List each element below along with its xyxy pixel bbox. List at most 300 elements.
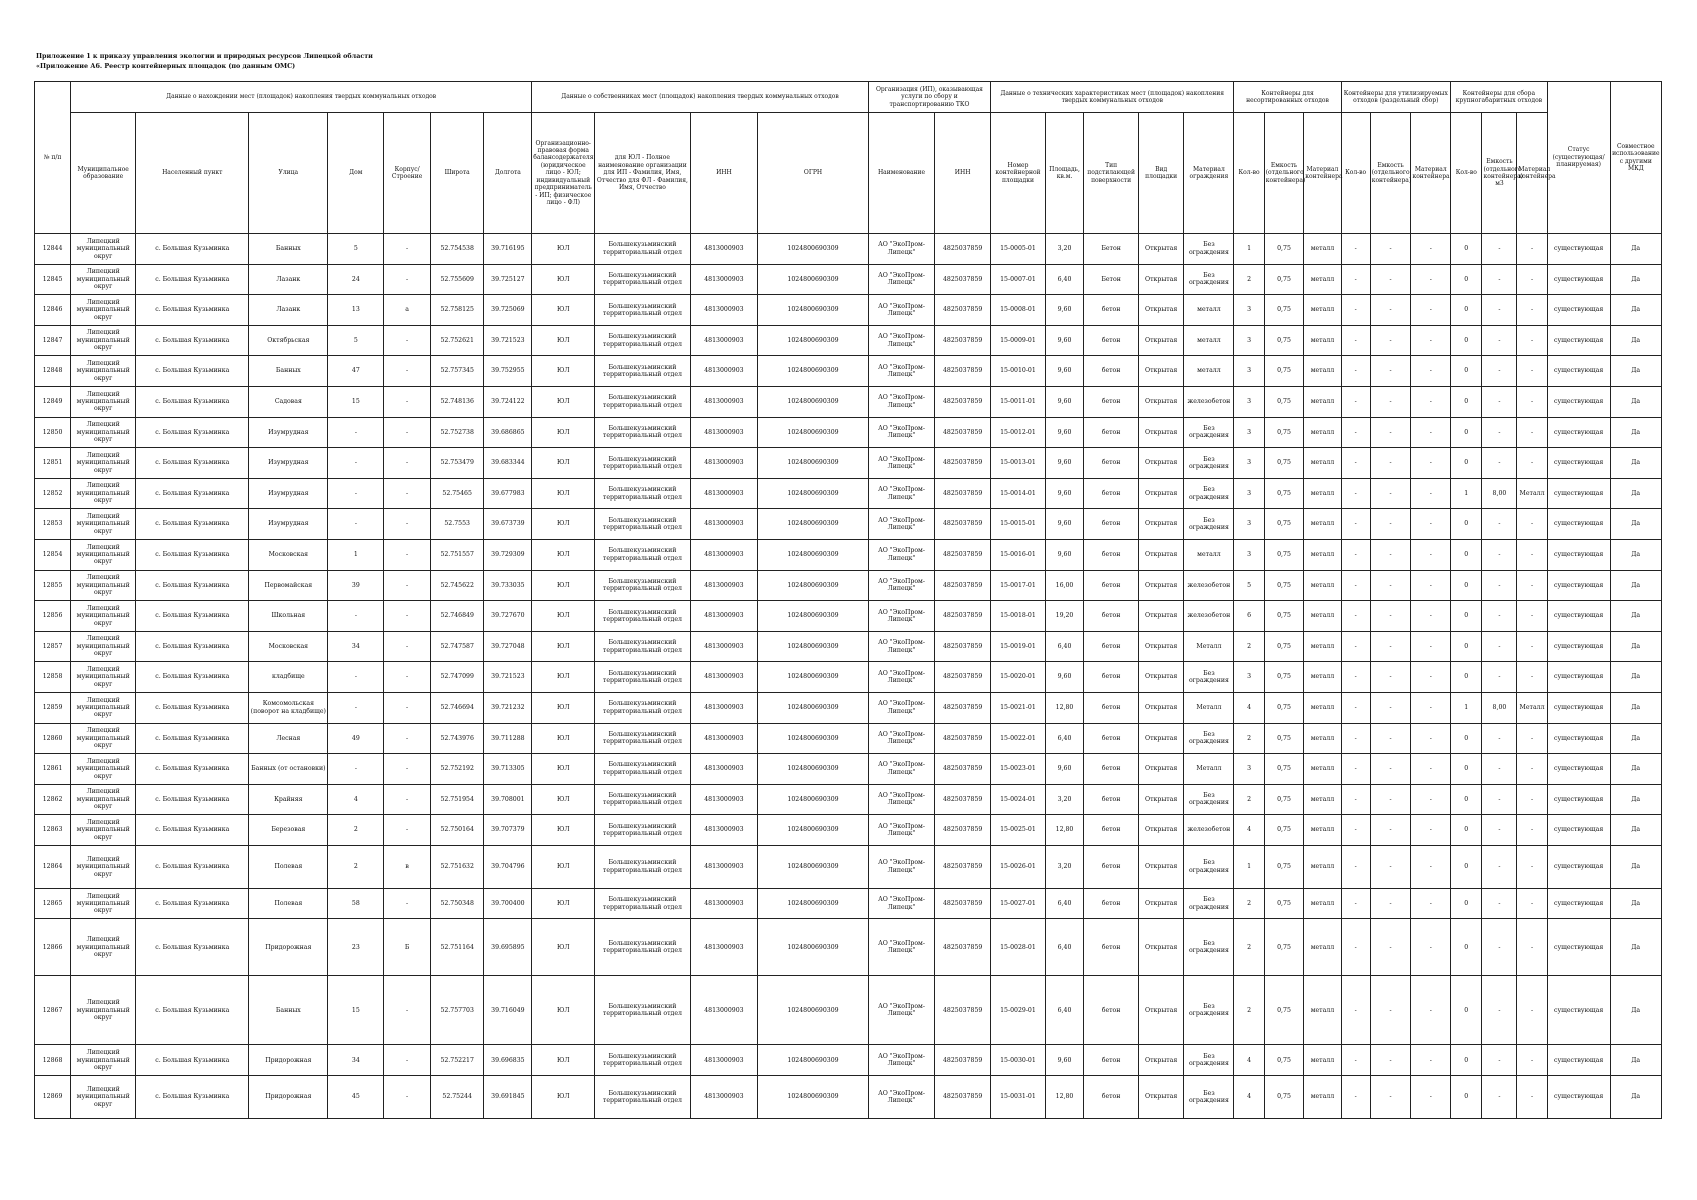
- cell: 52.75465: [430, 478, 484, 509]
- cell: Липецкий муниципальный округ: [71, 264, 136, 295]
- cell: 4825037859: [935, 976, 991, 1045]
- cell: 52.755609: [430, 264, 484, 295]
- cell: 15-0016-01: [991, 539, 1046, 570]
- cell: 12,80: [1045, 692, 1083, 723]
- col-num: № п/п: [35, 82, 71, 234]
- cell: 4825037859: [935, 539, 991, 570]
- cell: металл: [1304, 448, 1341, 479]
- cell: 6,40: [1045, 888, 1083, 919]
- cell: 15: [328, 976, 384, 1045]
- cell: 4825037859: [935, 601, 991, 632]
- cell: -: [1411, 325, 1451, 356]
- cell: Без ограждения: [1184, 888, 1234, 919]
- cell: -: [384, 888, 431, 919]
- table-row: [35, 692, 1662, 723]
- cell: 1024800690309: [758, 919, 869, 976]
- col-fence: Материал ограждения: [1184, 113, 1234, 234]
- cell: 15-0009-01: [991, 325, 1046, 356]
- cell: -: [1517, 509, 1547, 540]
- cell: 1024800690309: [758, 631, 869, 662]
- cell: ЮЛ: [532, 264, 595, 295]
- cell: Октябрьская: [249, 325, 328, 356]
- cell: -: [1341, 815, 1370, 846]
- cell: существующая: [1547, 386, 1610, 417]
- cell: -: [1341, 845, 1370, 888]
- cell: 0: [1451, 723, 1482, 754]
- cell: -: [1482, 784, 1517, 815]
- cell: 3: [1234, 386, 1264, 417]
- cell: 12867: [35, 976, 71, 1045]
- cell: АО "ЭкоПром-Липецк": [868, 976, 934, 1045]
- cell: -: [1411, 601, 1451, 632]
- table-row: [35, 1076, 1662, 1119]
- cell: -: [1517, 919, 1547, 976]
- cell: 15-0005-01: [991, 234, 1046, 265]
- cell: Изумрудная: [249, 417, 328, 448]
- cell: -: [1411, 845, 1451, 888]
- cell: 0,75: [1264, 570, 1304, 601]
- cell: -: [1341, 570, 1370, 601]
- cell: -: [1411, 234, 1451, 265]
- cell: -: [1370, 509, 1411, 540]
- cell: металл: [1304, 539, 1341, 570]
- cell: металл: [1304, 723, 1341, 754]
- cell: 1024800690309: [758, 325, 869, 356]
- cell: бетон: [1084, 662, 1139, 693]
- cell: -: [1517, 295, 1547, 326]
- cell: 15-0012-01: [991, 417, 1046, 448]
- cell: существующая: [1547, 295, 1610, 326]
- cell: Придорожная: [249, 1045, 328, 1076]
- cell: 4813000903: [690, 723, 758, 754]
- cell: существующая: [1547, 601, 1610, 632]
- cell: 15-0019-01: [991, 631, 1046, 662]
- cell: 3: [1234, 662, 1264, 693]
- cell: 12865: [35, 888, 71, 919]
- cell: Металл: [1184, 692, 1234, 723]
- cell: 19,20: [1045, 601, 1083, 632]
- cell: 0,75: [1264, 919, 1304, 976]
- cell: 9,60: [1045, 1045, 1083, 1076]
- cell: АО "ЭкоПром-Липецк": [868, 919, 934, 976]
- cell: 1024800690309: [758, 1076, 869, 1119]
- cell: бетон: [1084, 976, 1139, 1045]
- col-municipality: Муниципальное образование: [71, 113, 136, 234]
- cell: 4813000903: [690, 815, 758, 846]
- cell: железобетон: [1184, 386, 1234, 417]
- cell: с. Большая Кузьминка: [136, 919, 249, 976]
- cell: 3,20: [1045, 234, 1083, 265]
- cell: -: [384, 478, 431, 509]
- cell: Да: [1610, 234, 1661, 265]
- cell: Липецкий муниципальный округ: [71, 570, 136, 601]
- cell: 12844: [35, 234, 71, 265]
- cell: Банных: [249, 976, 328, 1045]
- cell: -: [1482, 539, 1517, 570]
- cell: 3: [1234, 478, 1264, 509]
- cell: 1024800690309: [758, 448, 869, 479]
- cell: Открытая: [1138, 264, 1183, 295]
- cell: металл: [1304, 386, 1341, 417]
- cell: с. Большая Кузьминка: [136, 325, 249, 356]
- cell: Первомайская: [249, 570, 328, 601]
- cell: 9,60: [1045, 356, 1083, 387]
- cell: АО "ЭкоПром-Липецк": [868, 234, 934, 265]
- cell: Липецкий муниципальный округ: [71, 784, 136, 815]
- table-row: [35, 539, 1662, 570]
- table-row: [35, 662, 1662, 693]
- cell: 39.725127: [484, 264, 532, 295]
- cell: -: [1370, 845, 1411, 888]
- cell: 52.747587: [430, 631, 484, 662]
- cell: Открытая: [1138, 631, 1183, 662]
- cell: -: [1482, 325, 1517, 356]
- cell: Да: [1610, 295, 1661, 326]
- cell: 12,80: [1045, 1076, 1083, 1119]
- cell: 39.677983: [484, 478, 532, 509]
- table-row: [35, 509, 1662, 540]
- cell: Без ограждения: [1184, 478, 1234, 509]
- cell: -: [1370, 478, 1411, 509]
- cell: -: [1411, 888, 1451, 919]
- cell: 12,80: [1045, 815, 1083, 846]
- cell: Большекузьминский территориальный отдел: [595, 815, 690, 846]
- cell: -: [328, 417, 384, 448]
- cell: -: [1370, 754, 1411, 785]
- cell: ЮЛ: [532, 976, 595, 1045]
- table-row: [35, 1045, 1662, 1076]
- cell: 23: [328, 919, 384, 976]
- cell: Открытая: [1138, 478, 1183, 509]
- cell: Липецкий муниципальный округ: [71, 325, 136, 356]
- cell: 0: [1451, 356, 1482, 387]
- cell: бетон: [1084, 754, 1139, 785]
- cell: 0,75: [1264, 601, 1304, 632]
- cell: ЮЛ: [532, 723, 595, 754]
- cell: 0: [1451, 386, 1482, 417]
- cell: -: [1341, 325, 1370, 356]
- cell: Лесная: [249, 723, 328, 754]
- cell: -: [1411, 448, 1451, 479]
- cell: 39.721523: [484, 662, 532, 693]
- cell: -: [1517, 845, 1547, 888]
- cell: -: [1482, 356, 1517, 387]
- cell: 4813000903: [690, 570, 758, 601]
- cell: 0: [1451, 784, 1482, 815]
- cell: металл: [1184, 539, 1234, 570]
- cell: Да: [1610, 815, 1661, 846]
- cell: металл: [1304, 356, 1341, 387]
- cell: 15-0023-01: [991, 754, 1046, 785]
- cell: существующая: [1547, 723, 1610, 754]
- cell: 0: [1451, 662, 1482, 693]
- col-site-type: Вид площадки: [1138, 113, 1183, 234]
- cell: 15-0022-01: [991, 723, 1046, 754]
- cell: Да: [1610, 976, 1661, 1045]
- cell: бетон: [1084, 631, 1139, 662]
- cell: -: [1517, 264, 1547, 295]
- cell: 52.748136: [430, 386, 484, 417]
- table-row: [35, 264, 1662, 295]
- cell: Московская: [249, 631, 328, 662]
- cell: ЮЛ: [532, 601, 595, 632]
- cell: -: [1517, 754, 1547, 785]
- cell: Липецкий муниципальный округ: [71, 631, 136, 662]
- cell: 0,75: [1264, 295, 1304, 326]
- cell: -: [1341, 264, 1370, 295]
- cell: -: [1517, 784, 1547, 815]
- cell: металл: [1304, 888, 1341, 919]
- cell: Без ограждения: [1184, 976, 1234, 1045]
- cell: Большекузьминский территориальный отдел: [595, 723, 690, 754]
- cell: Изумрудная: [249, 478, 328, 509]
- cell: -: [328, 601, 384, 632]
- cell: 15-0028-01: [991, 919, 1046, 976]
- cell: Да: [1610, 631, 1661, 662]
- cell: АО "ЭкоПром-Липецк": [868, 754, 934, 785]
- cell: 1024800690309: [758, 723, 869, 754]
- group-header-row: [35, 82, 1662, 113]
- cell: 0,75: [1264, 417, 1304, 448]
- cell: АО "ЭкоПром-Липецк": [868, 815, 934, 846]
- cell: 4813000903: [690, 662, 758, 693]
- cell: Большекузьминский территориальный отдел: [595, 601, 690, 632]
- cell: с. Большая Кузьминка: [136, 539, 249, 570]
- cell: -: [1370, 815, 1411, 846]
- cell: Открытая: [1138, 919, 1183, 976]
- cell: АО "ЭкоПром-Липецк": [868, 692, 934, 723]
- cell: с. Большая Кузьминка: [136, 692, 249, 723]
- cell: Без ограждения: [1184, 448, 1234, 479]
- cell: -: [1370, 1076, 1411, 1119]
- cell: ЮЛ: [532, 919, 595, 976]
- cell: -: [384, 234, 431, 265]
- cell: 4813000903: [690, 1045, 758, 1076]
- cell: -: [1482, 295, 1517, 326]
- cell: ЮЛ: [532, 509, 595, 540]
- cell: 39.727670: [484, 601, 532, 632]
- cell: бетон: [1084, 815, 1139, 846]
- cell: 4: [1234, 1076, 1264, 1119]
- cell: Большекузьминский территориальный отдел: [595, 784, 690, 815]
- cell: с. Большая Кузьминка: [136, 662, 249, 693]
- cell: с. Большая Кузьминка: [136, 601, 249, 632]
- cell: -: [1517, 601, 1547, 632]
- cell: ЮЛ: [532, 692, 595, 723]
- cell: с. Большая Кузьминка: [136, 234, 249, 265]
- cell: 9,60: [1045, 448, 1083, 479]
- col-org-name: Наименование: [868, 113, 934, 234]
- cell: Да: [1610, 845, 1661, 888]
- cell: -: [384, 325, 431, 356]
- cell: 0: [1451, 448, 1482, 479]
- cell: 12851: [35, 448, 71, 479]
- cell: Большекузьминский территориальный отдел: [595, 754, 690, 785]
- cell: -: [1411, 478, 1451, 509]
- cell: 1024800690309: [758, 264, 869, 295]
- cell: существующая: [1547, 1076, 1610, 1119]
- cell: 47: [328, 356, 384, 387]
- cell: 12846: [35, 295, 71, 326]
- cell: 1024800690309: [758, 815, 869, 846]
- cell: металл: [1304, 234, 1341, 265]
- cell: Открытая: [1138, 295, 1183, 326]
- cell: -: [1482, 264, 1517, 295]
- cell: -: [1517, 976, 1547, 1045]
- cell: Без ограждения: [1184, 234, 1234, 265]
- cell: 4825037859: [935, 888, 991, 919]
- cell: 12852: [35, 478, 71, 509]
- cell: -: [1517, 631, 1547, 662]
- cell: металл: [1304, 919, 1341, 976]
- cell: Открытая: [1138, 888, 1183, 919]
- cell: 52.752217: [430, 1045, 484, 1076]
- cell: -: [1482, 662, 1517, 693]
- col-unsorted-qty: Кол-во: [1234, 113, 1264, 234]
- cell: 0: [1451, 919, 1482, 976]
- cell: Да: [1610, 784, 1661, 815]
- cell: -: [1411, 784, 1451, 815]
- cell: -: [384, 1045, 431, 1076]
- cell: Да: [1610, 1076, 1661, 1119]
- cell: -: [1411, 264, 1451, 295]
- cell: Без ограждения: [1184, 919, 1234, 976]
- cell: 0,75: [1264, 509, 1304, 540]
- cell: с. Большая Кузьминка: [136, 1076, 249, 1119]
- cell: АО "ЭкоПром-Липецк": [868, 601, 934, 632]
- cell: Большекузьминский территориальный отдел: [595, 295, 690, 326]
- cell: Большекузьминский территориальный отдел: [595, 539, 690, 570]
- table-row: [35, 386, 1662, 417]
- cell: Липецкий муниципальный округ: [71, 888, 136, 919]
- cell: 3: [1234, 417, 1264, 448]
- cell: Липецкий муниципальный округ: [71, 815, 136, 846]
- cell: 52.754538: [430, 234, 484, 265]
- cell: существующая: [1547, 784, 1610, 815]
- cell: Большекузьминский территориальный отдел: [595, 976, 690, 1045]
- table-body: [35, 234, 1662, 1119]
- cell: 15-0026-01: [991, 845, 1046, 888]
- cell: -: [1517, 325, 1547, 356]
- cell: 15-0010-01: [991, 356, 1046, 387]
- cell: Металл: [1517, 478, 1547, 509]
- cell: существующая: [1547, 888, 1610, 919]
- cell: с. Большая Кузьминка: [136, 356, 249, 387]
- cell: металл: [1304, 692, 1341, 723]
- cell: -: [1341, 888, 1370, 919]
- cell: бетон: [1084, 356, 1139, 387]
- cell: -: [1370, 295, 1411, 326]
- cell: -: [328, 754, 384, 785]
- cell: с. Большая Кузьминка: [136, 448, 249, 479]
- cell: Да: [1610, 723, 1661, 754]
- cell: -: [1370, 976, 1411, 1045]
- cell: 0: [1451, 1076, 1482, 1119]
- cell: Липецкий муниципальный округ: [71, 1076, 136, 1119]
- cell: 39.691845: [484, 1076, 532, 1119]
- table-row: [35, 976, 1662, 1045]
- cell: 4825037859: [935, 631, 991, 662]
- cell: Открытая: [1138, 509, 1183, 540]
- cell: 4813000903: [690, 919, 758, 976]
- cell: Открытая: [1138, 845, 1183, 888]
- cell: 3,20: [1045, 845, 1083, 888]
- cell: металл: [1304, 662, 1341, 693]
- cell: бетон: [1084, 295, 1139, 326]
- cell: 0: [1451, 1045, 1482, 1076]
- cell: -: [384, 539, 431, 570]
- cell: металл: [1304, 264, 1341, 295]
- cell: 9,60: [1045, 478, 1083, 509]
- cell: а: [384, 295, 431, 326]
- cell: 0: [1451, 417, 1482, 448]
- cell: 39.708001: [484, 784, 532, 815]
- col-house: Дом: [328, 113, 384, 234]
- col-street: Улица: [249, 113, 328, 234]
- cell: бетон: [1084, 478, 1139, 509]
- cell: -: [1411, 631, 1451, 662]
- cell: -: [1482, 845, 1517, 888]
- cell: 15-0031-01: [991, 1076, 1046, 1119]
- cell: Комсомольская (поворот на кладбище): [249, 692, 328, 723]
- table-row: [35, 570, 1662, 601]
- cell: Лазанк: [249, 295, 328, 326]
- cell: Да: [1610, 448, 1661, 479]
- col-inn: ИНН: [690, 113, 758, 234]
- cell: 0,75: [1264, 815, 1304, 846]
- cell: 12848: [35, 356, 71, 387]
- cell: 1024800690309: [758, 692, 869, 723]
- col-surface: Тип подстилающей поверхности: [1084, 113, 1139, 234]
- cell: -: [1517, 234, 1547, 265]
- cell: 9,60: [1045, 417, 1083, 448]
- cell: 34: [328, 1045, 384, 1076]
- cell: 0: [1451, 509, 1482, 540]
- cell: -: [1370, 386, 1411, 417]
- cell: Да: [1610, 386, 1661, 417]
- cell: 39.752955: [484, 356, 532, 387]
- cell: Открытая: [1138, 692, 1183, 723]
- cell: -: [1517, 662, 1547, 693]
- cell: 9,60: [1045, 662, 1083, 693]
- cell: 4: [1234, 815, 1264, 846]
- cell: 2: [1234, 976, 1264, 1045]
- cell: 0,75: [1264, 888, 1304, 919]
- cell: 0: [1451, 754, 1482, 785]
- col-lat: Широта: [430, 113, 484, 234]
- cell: 39.707379: [484, 815, 532, 846]
- cell: -: [1341, 478, 1370, 509]
- cell: 4813000903: [690, 417, 758, 448]
- cell: 9,60: [1045, 295, 1083, 326]
- cell: бетон: [1084, 325, 1139, 356]
- cell: 0: [1451, 295, 1482, 326]
- cell: 4825037859: [935, 295, 991, 326]
- cell: Лазанк: [249, 264, 328, 295]
- cell: -: [384, 723, 431, 754]
- cell: 52.750348: [430, 888, 484, 919]
- cell: Полевая: [249, 845, 328, 888]
- cell: существующая: [1547, 631, 1610, 662]
- cell: 1024800690309: [758, 601, 869, 632]
- cell: ЮЛ: [532, 754, 595, 785]
- cell: 0,75: [1264, 631, 1304, 662]
- cell: -: [1517, 356, 1547, 387]
- cell: 39.673739: [484, 509, 532, 540]
- cell: Открытая: [1138, 662, 1183, 693]
- cell: 1024800690309: [758, 417, 869, 448]
- cell: ЮЛ: [532, 325, 595, 356]
